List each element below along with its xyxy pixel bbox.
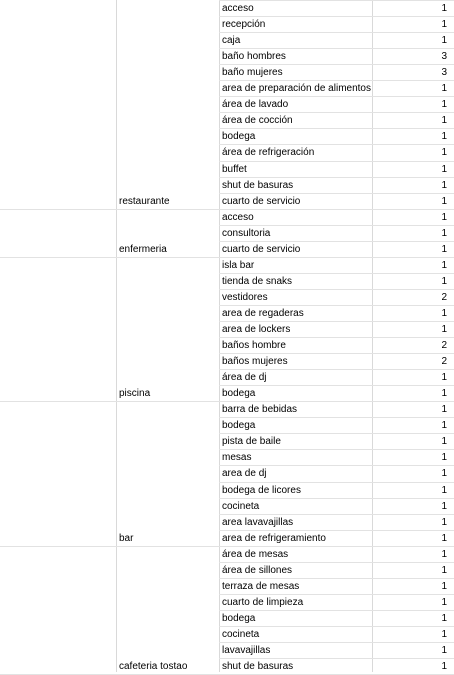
item-count-cell[interactable]: 1 bbox=[441, 164, 447, 175]
item-label-cell[interactable]: lavavajillas bbox=[222, 645, 271, 656]
item-label-cell[interactable]: area de refrigeramiento bbox=[222, 533, 326, 544]
item-count-cell[interactable]: 1 bbox=[441, 517, 447, 528]
item-count-cell[interactable]: 1 bbox=[441, 501, 447, 512]
item-count-cell[interactable]: 1 bbox=[441, 372, 447, 383]
item-count-cell[interactable]: 2 bbox=[441, 340, 447, 351]
item-label-cell[interactable]: area de lockers bbox=[222, 324, 291, 335]
item-label-cell[interactable]: area de preparación de alimentos bbox=[222, 83, 371, 94]
item-count-cell[interactable]: 1 bbox=[441, 19, 447, 30]
item-count-cell[interactable]: 1 bbox=[441, 533, 447, 544]
item-count-cell[interactable]: 1 bbox=[441, 597, 447, 608]
item-label-cell[interactable]: cuarto de limpieza bbox=[222, 597, 304, 608]
item-label-cell[interactable]: baño hombres bbox=[222, 51, 286, 62]
item-count-cell[interactable]: 1 bbox=[441, 3, 447, 14]
item-count-cell[interactable]: 1 bbox=[441, 244, 447, 255]
item-label-cell[interactable]: mesas bbox=[222, 452, 252, 463]
item-label-cell[interactable]: bodega bbox=[222, 131, 256, 142]
item-count-cell[interactable]: 1 bbox=[441, 115, 447, 126]
item-count-cell[interactable]: 1 bbox=[441, 420, 447, 431]
item-label-cell[interactable]: area de regaderas bbox=[222, 308, 304, 319]
item-label-cell[interactable]: baños mujeres bbox=[222, 356, 288, 367]
item-count-cell[interactable]: 1 bbox=[441, 468, 447, 479]
column-divider bbox=[116, 0, 117, 672]
item-count-cell[interactable]: 1 bbox=[441, 212, 447, 223]
item-label-cell[interactable]: bodega bbox=[222, 388, 256, 399]
item-label-cell[interactable]: pista de baile bbox=[222, 436, 281, 447]
item-label-cell[interactable]: vestidores bbox=[222, 292, 268, 303]
item-count-cell[interactable]: 1 bbox=[441, 260, 447, 271]
item-label-cell[interactable]: bodega de licores bbox=[222, 485, 301, 496]
group-name-cell[interactable]: enfermeria bbox=[119, 244, 167, 255]
item-label-cell[interactable]: acceso bbox=[222, 212, 254, 223]
item-label-cell[interactable]: área de lavado bbox=[222, 99, 289, 110]
item-label-cell[interactable]: buffet bbox=[222, 164, 247, 175]
item-label-cell[interactable]: barra de bebidas bbox=[222, 404, 298, 415]
item-count-cell[interactable]: 1 bbox=[441, 485, 447, 496]
item-count-cell[interactable]: 2 bbox=[441, 356, 447, 367]
item-count-cell[interactable]: 3 bbox=[441, 67, 447, 78]
item-count-cell[interactable]: 2 bbox=[441, 292, 447, 303]
item-count-cell[interactable]: 1 bbox=[441, 196, 447, 207]
item-label-cell[interactable]: area de dj bbox=[222, 468, 267, 479]
item-label-cell[interactable]: cuarto de servicio bbox=[222, 244, 301, 255]
item-label-cell[interactable]: recepción bbox=[222, 19, 266, 30]
item-label-cell[interactable]: consultoria bbox=[222, 228, 271, 239]
item-label-cell[interactable]: tienda de snaks bbox=[222, 276, 293, 287]
item-label-cell[interactable]: cocineta bbox=[222, 629, 260, 640]
item-count-cell[interactable]: 1 bbox=[441, 388, 447, 399]
item-count-cell[interactable]: 1 bbox=[441, 629, 447, 640]
item-count-cell[interactable]: 1 bbox=[441, 581, 447, 592]
group-name-cell[interactable]: bar bbox=[119, 533, 134, 544]
item-count-cell[interactable]: 1 bbox=[441, 565, 447, 576]
item-label-cell[interactable]: isla bar bbox=[222, 260, 255, 271]
group-name-cell[interactable]: cafeteria tostao bbox=[119, 661, 188, 672]
item-label-cell[interactable]: cocineta bbox=[222, 501, 260, 512]
item-count-cell[interactable]: 1 bbox=[441, 276, 447, 287]
item-count-cell[interactable]: 3 bbox=[441, 51, 447, 62]
item-count-cell[interactable]: 1 bbox=[441, 404, 447, 415]
group-name-cell[interactable]: restaurante bbox=[119, 196, 170, 207]
item-count-cell[interactable]: 1 bbox=[441, 228, 447, 239]
item-label-cell[interactable]: acceso bbox=[222, 3, 254, 14]
item-count-cell[interactable]: 1 bbox=[441, 661, 447, 672]
item-count-cell[interactable]: 1 bbox=[441, 131, 447, 142]
item-label-cell[interactable]: caja bbox=[222, 35, 241, 46]
item-label-cell[interactable]: área de refrigeración bbox=[222, 147, 315, 158]
item-count-cell[interactable]: 1 bbox=[441, 35, 447, 46]
group-name-cell[interactable]: piscina bbox=[119, 388, 151, 399]
item-label-cell[interactable]: bodega bbox=[222, 613, 256, 624]
item-label-cell[interactable]: baño mujeres bbox=[222, 67, 283, 78]
item-count-cell[interactable]: 1 bbox=[441, 452, 447, 463]
item-label-cell[interactable]: shut de basuras bbox=[222, 661, 294, 672]
item-label-cell[interactable]: área de sillones bbox=[222, 565, 293, 576]
item-label-cell[interactable]: area lavavajillas bbox=[222, 517, 294, 528]
item-count-cell[interactable]: 1 bbox=[441, 324, 447, 335]
item-count-cell[interactable]: 1 bbox=[441, 147, 447, 158]
item-label-cell[interactable]: área de cocción bbox=[222, 115, 293, 126]
item-count-cell[interactable]: 1 bbox=[441, 549, 447, 560]
item-label-cell[interactable]: terraza de mesas bbox=[222, 581, 300, 592]
item-count-cell[interactable]: 1 bbox=[441, 613, 447, 624]
item-label-cell[interactable]: área de dj bbox=[222, 372, 267, 383]
item-count-cell[interactable]: 1 bbox=[441, 180, 447, 191]
item-count-cell[interactable]: 1 bbox=[441, 99, 447, 110]
item-label-cell[interactable]: área de mesas bbox=[222, 549, 289, 560]
item-count-cell[interactable]: 1 bbox=[441, 645, 447, 656]
item-count-cell[interactable]: 1 bbox=[441, 436, 447, 447]
item-count-cell[interactable]: 1 bbox=[441, 308, 447, 319]
item-label-cell[interactable]: bodega bbox=[222, 420, 256, 431]
item-label-cell[interactable]: baños hombre bbox=[222, 340, 286, 351]
item-label-cell[interactable]: cuarto de servicio bbox=[222, 196, 301, 207]
item-label-cell[interactable]: shut de basuras bbox=[222, 180, 294, 191]
item-count-cell[interactable]: 1 bbox=[441, 83, 447, 94]
